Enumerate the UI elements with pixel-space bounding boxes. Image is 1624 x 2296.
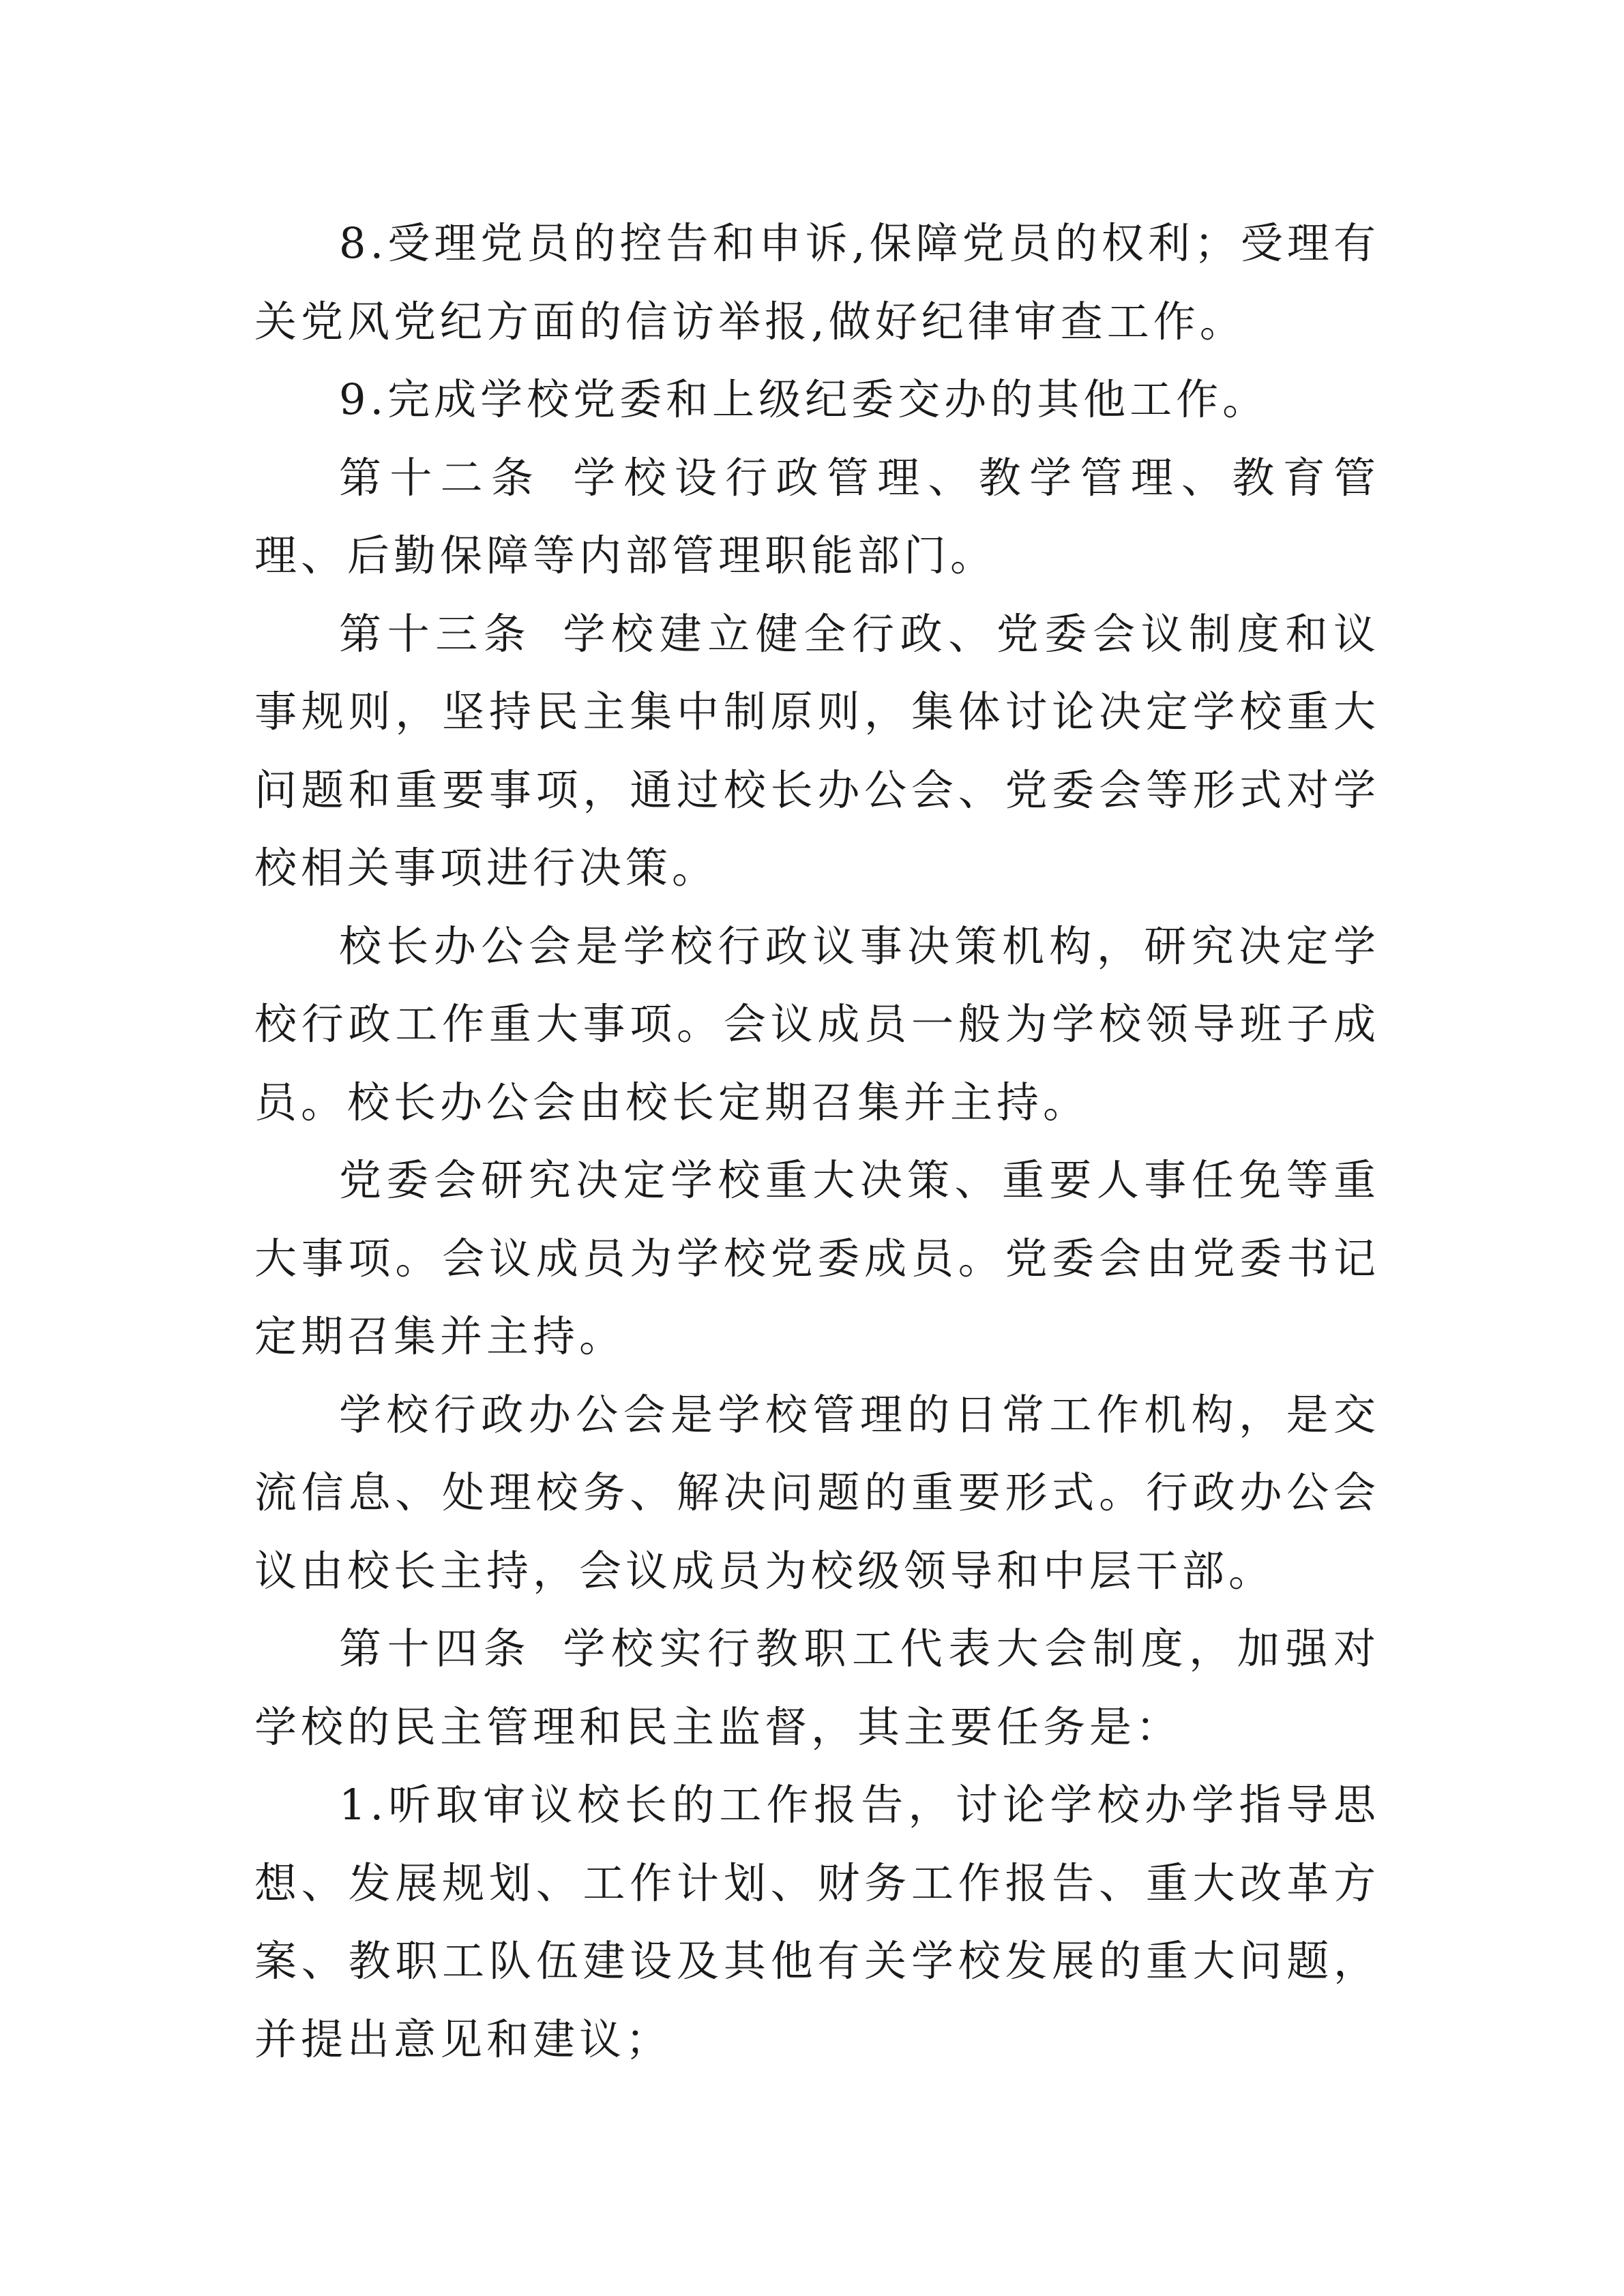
paragraph-text: 8.受理党员的控告和申诉,保障党员的权利；受理有关党风党纪方面的信访举报,做好纪律审查工作。 — [254, 218, 1380, 346]
paragraph-text: 党委会研究决定学校重大决策、重要人事任免等重大事项。会议成员为学校党委成员。党委会由党委书记定期召集并主持。 — [254, 1155, 1380, 1361]
paragraph-text: 学校行政办公会是学校管理的日常工作机构，是交流信息、处理校务、解决问题的重要形式。行政办公会议由校长主持，会议成员为校级领导和中层干部。 — [254, 1389, 1380, 1596]
paragraph-article-12 — [254, 439, 1380, 595]
paragraph-item-8 — [254, 205, 1380, 361]
document-body — [254, 205, 1380, 2078]
paragraph-text: 1.听取审议校长的工作报告，讨论学校办学指导思想、发展规划、工作计划、财务工作报告、重大改革方案、教职工队伍建设及其他有关学校发展的重大问题，并提出意见和建议； — [254, 1780, 1380, 2064]
article-number: 第十四条 — [339, 1624, 532, 1673]
article-number: 第十三条 — [339, 608, 532, 659]
paragraph-article-13 — [254, 595, 1380, 908]
paragraph-text: 9.完成学校党委和上级纪委交办的其他工作。 — [339, 374, 1269, 424]
paragraph-text: 学校建立健全行政、党委会议制度和议事规则，坚持民主集中制原则，集体讨论决定学校重大问题和重要事项，通过校长办公会、党委会等形式对学校相关事项进行决策。 — [254, 608, 1380, 893]
article-number: 第十二条 — [339, 452, 542, 503]
paragraph-principal-meeting — [254, 908, 1380, 1142]
paragraph-text: 校长办公会是学校行政议事决策机构，研究决定学校行政工作重大事项。会议成员一般为学校领导班子成员。校长办公会由校长定期召集并主持。 — [254, 921, 1380, 1127]
paragraph-text: 学校设行政管理、教学管理、教育管理、后勤保障等内部管理职能部门。 — [254, 452, 1380, 580]
paragraph-item-1 — [254, 1766, 1380, 2078]
paragraph-article-14 — [254, 1610, 1380, 1766]
paragraph-admin-meeting — [254, 1376, 1380, 1611]
paragraph-text: 学校实行教职工代表大会制度，加强对学校的民主管理和民主监督，其主要任务是： — [254, 1624, 1380, 1752]
paragraph-item-9 — [254, 361, 1380, 439]
paragraph-party-committee — [254, 1142, 1380, 1376]
